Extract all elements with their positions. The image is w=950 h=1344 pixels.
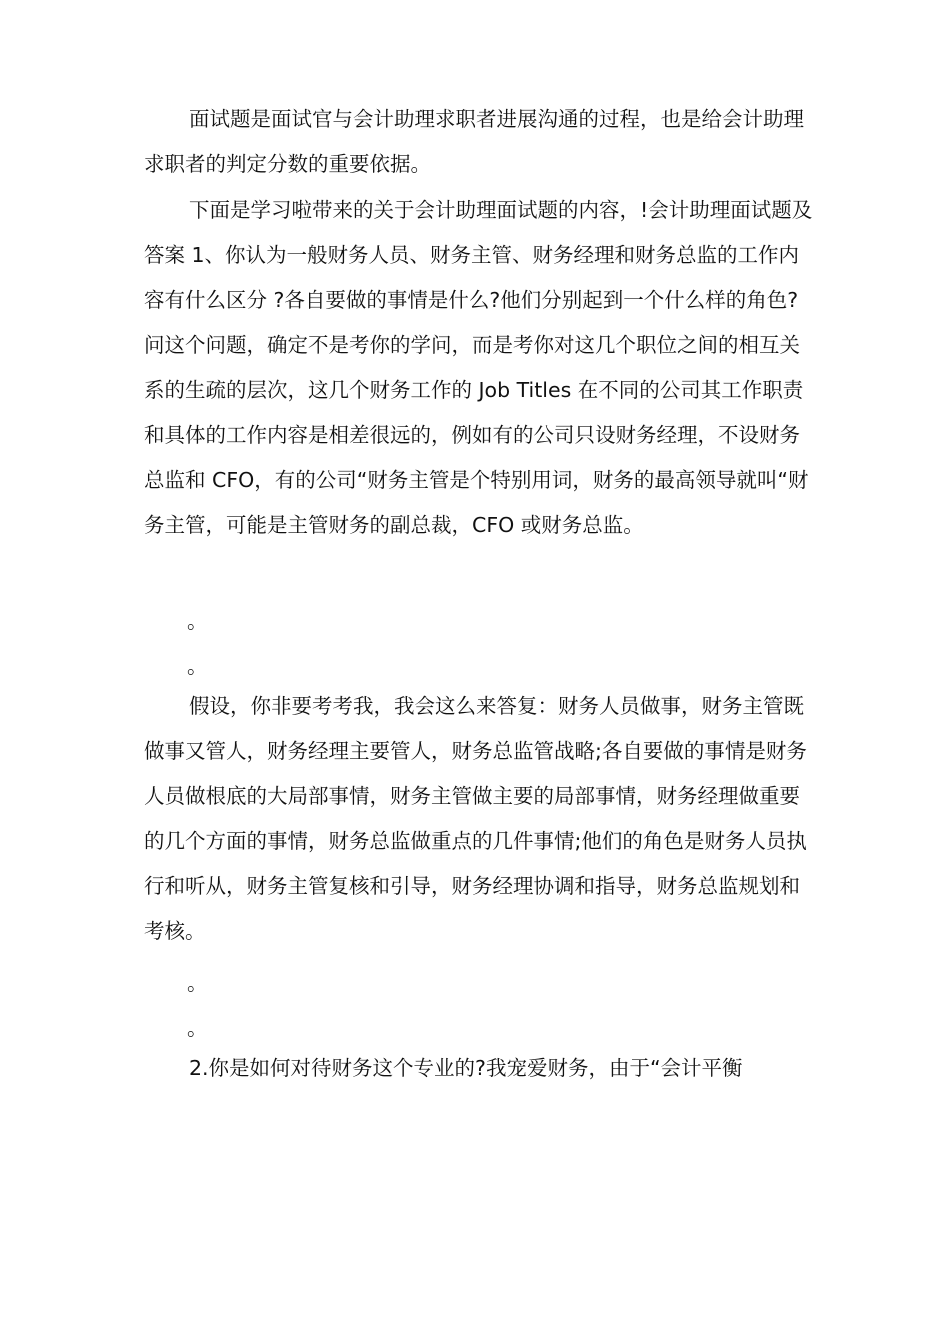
separator-mark: 。 (187, 609, 208, 633)
paragraph-question-2: 2.你是如何对待财务这个专业的?我宠爱财务，由于“会计平衡 (189, 1056, 743, 1080)
paragraph-question-1: 下面是学习啦带来的关于会计助理面试题的内容，!会计助理面试题及答案 1、你认为一般财务人员、财务主管、财务经理和财务总监的工作内容有什么区分 ?各自要做的事情是什么?他们分别起到一个什么样的角色?问这个问题，确定不是考你的学问，而是考你对这几个职位之间的相互关系的生疏的层次，这几个财务工作的 Job Titles 在不同的公司其工作职责和具体的工作内容是相差很远的，例如有的公司只设财务经理，不设财务总监和 CFO，有的公司“财务主管是个特别用词，财务的最高领导就叫“财务主管，可能是主管财务的副总裁，CFO 或财务总监。 (144, 198, 813, 537)
separator-mark: 。 (187, 971, 208, 995)
paragraph-intro: 面试题是面试官与会计助理求职者进展沟通的过程，也是给会计助理求职者的判定分数的重要依据。 (144, 107, 804, 176)
separator-mark: 。 (187, 1016, 208, 1040)
separator-mark: 。 (187, 654, 208, 678)
paragraph-answer-1: 假设，你非要考考我，我会这么来答复：财务人员做事，财务主管既做事又管人，财务经理主要管人，财务总监管战略;各自要做的事情是财务人员做根底的大局部事情，财务主管做主要的局部事情，财务经理做重要的几个方面的事情，财务总监做重点的几件事情;他们的角色是财务人员执行和听从，财务主管复核和引导，财务经理协调和指导，财务总监规划和考核。 (144, 694, 807, 943)
